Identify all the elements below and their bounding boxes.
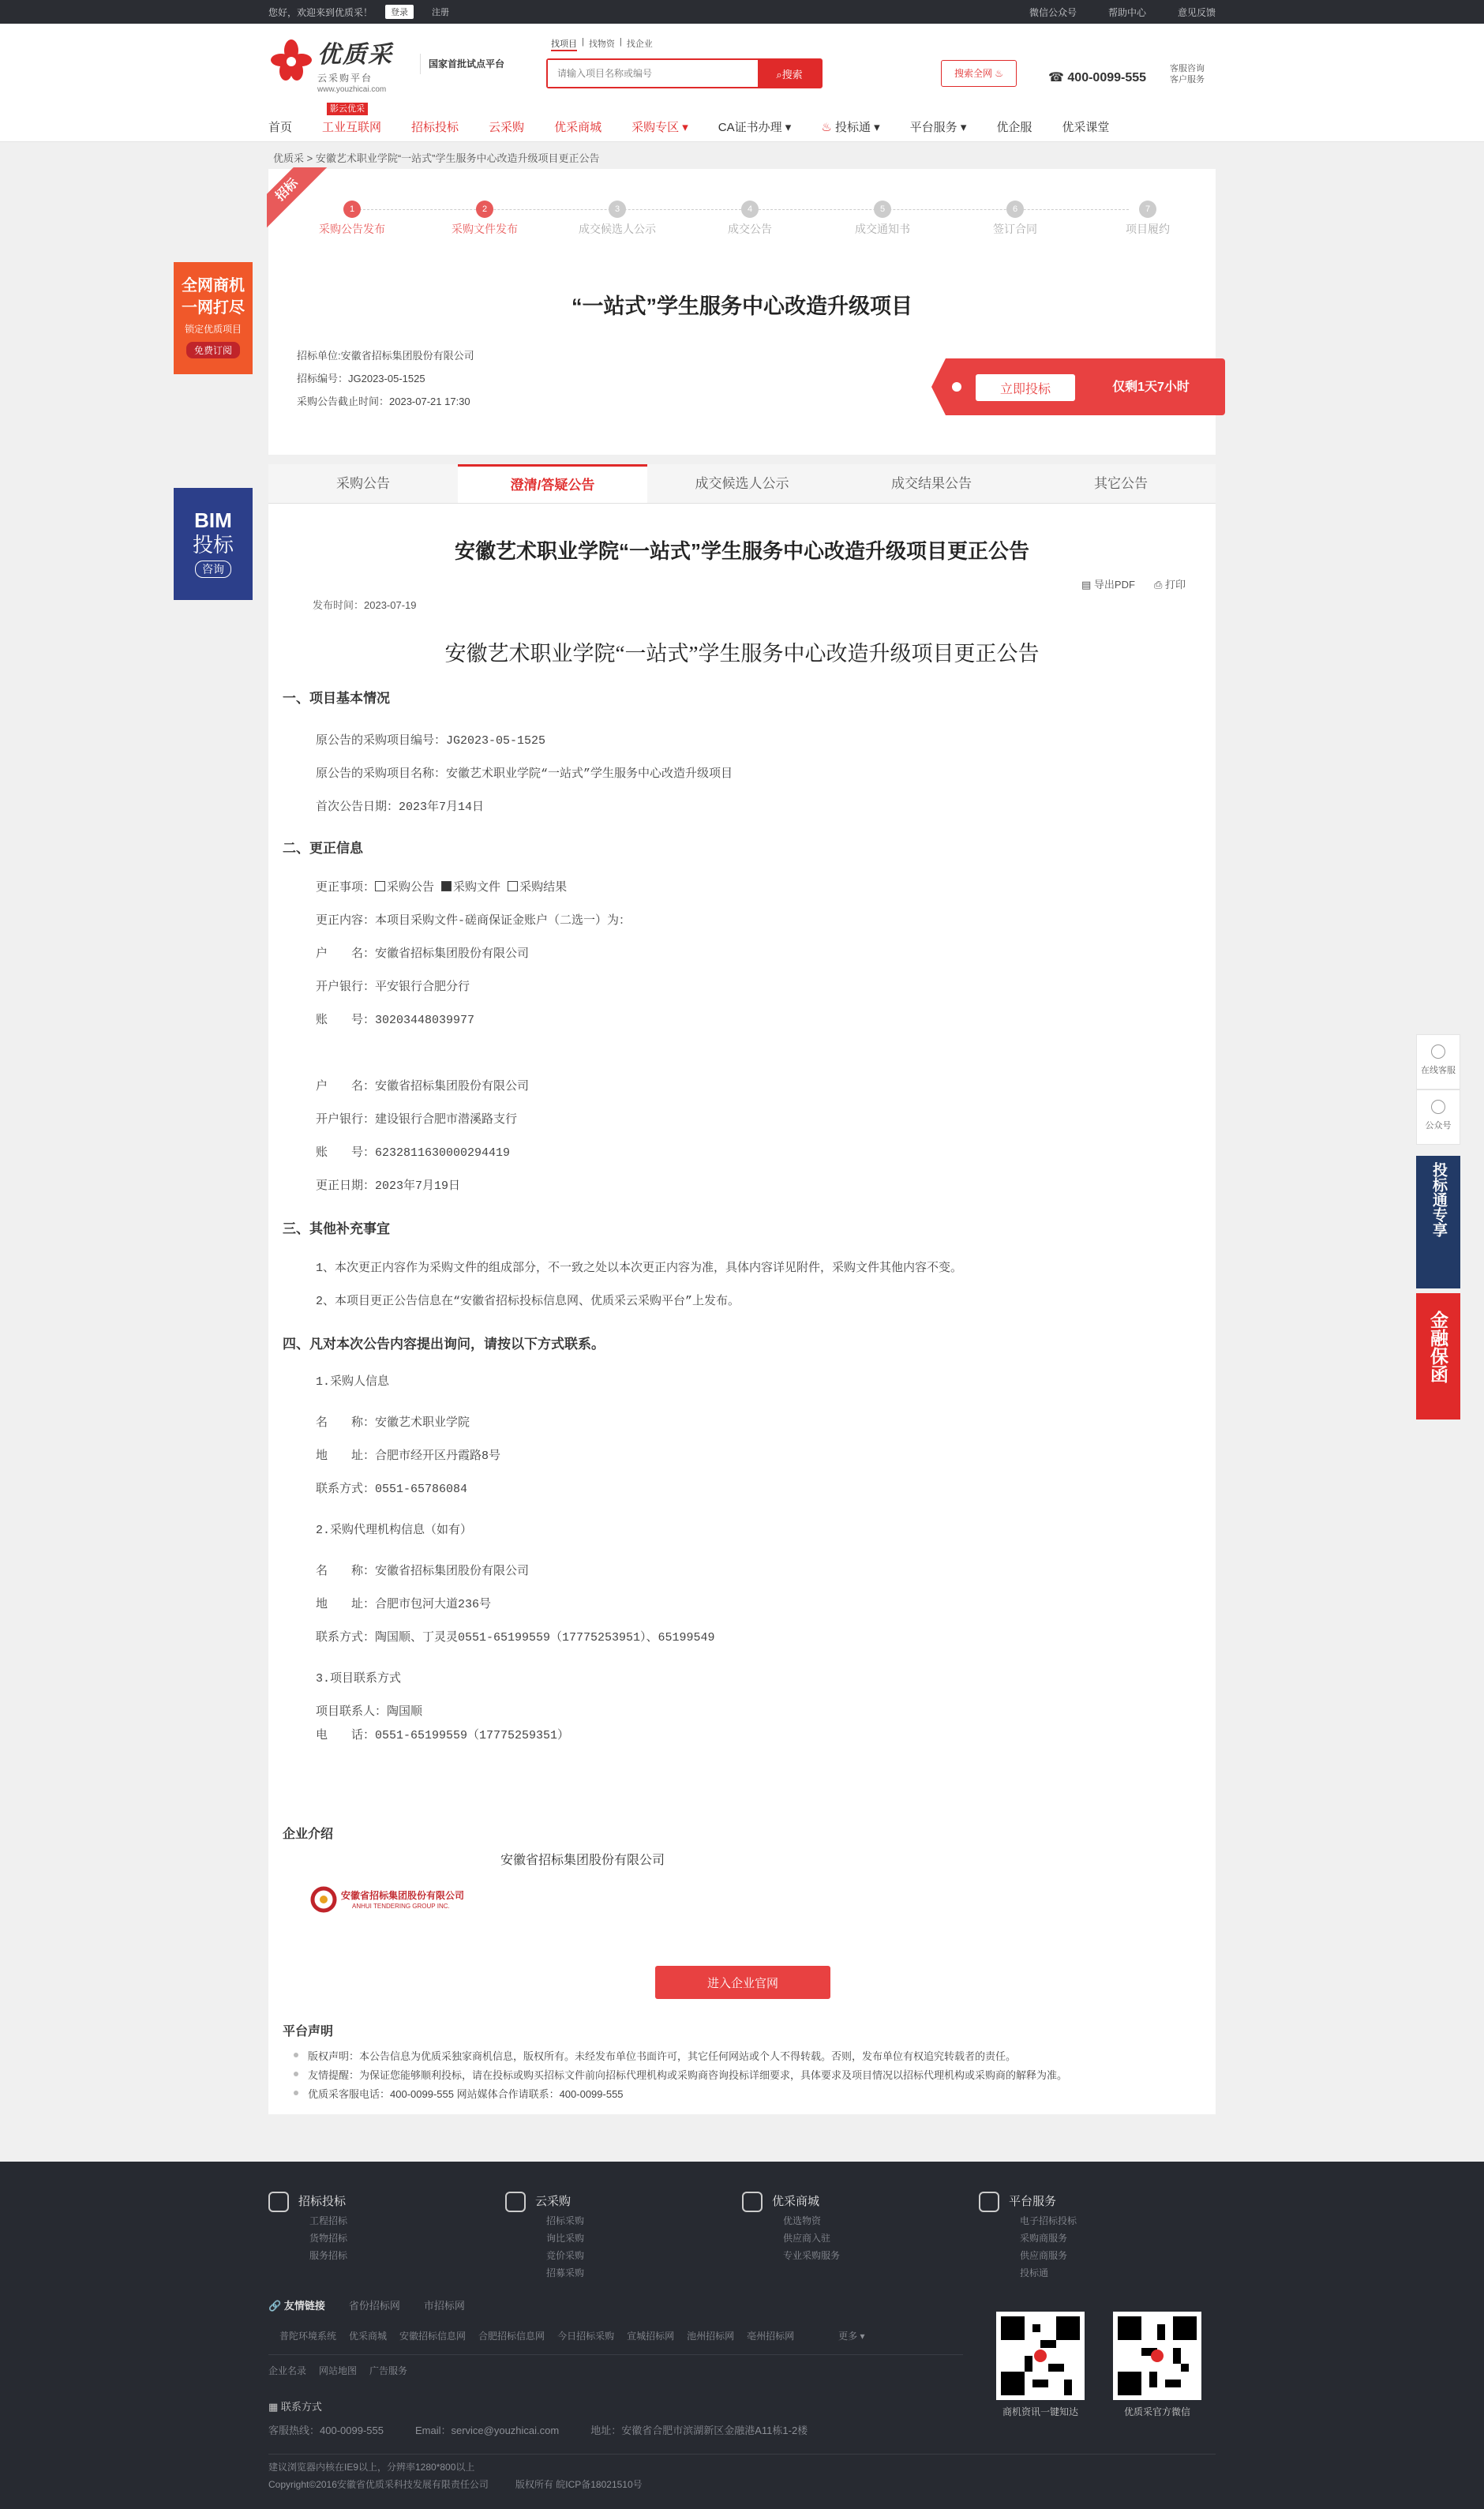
more-links[interactable]: 更多 ▾ — [838, 2331, 865, 2342]
wechat-account-button[interactable] — [1416, 1089, 1460, 1145]
friend-links — [279, 2329, 942, 2342]
ad-line: BIM — [194, 508, 232, 532]
footer-link[interactable]: 电子招标投标 — [1020, 2215, 1077, 2226]
option-label: 采购文件 — [453, 881, 501, 894]
step-label: 签订合同 — [993, 223, 1037, 235]
section-heading: 四、凡对本次公告内容提出询问，请按以下方式联系。 — [283, 1337, 605, 1352]
bidding-icon — [268, 2192, 289, 2212]
nav-cloud-label: 云采购 — [489, 121, 525, 134]
section-heading: 一、项目基本情况 — [283, 691, 390, 706]
step-number: 3 — [609, 201, 626, 218]
bid-pass-label: 投标通专享 — [1430, 1162, 1447, 1237]
wechat-icon — [1431, 1100, 1445, 1114]
nav-ca-label: CA证书办理 ▾ — [718, 121, 792, 134]
grid-icon — [979, 2192, 999, 2212]
step-label: 成交候选人公示 — [579, 223, 656, 235]
qr-code-icon — [1001, 2316, 1080, 2395]
building-icon: ▦ — [268, 2401, 279, 2413]
friend-links-label: 友情链接 — [283, 2300, 325, 2312]
project-tenderer: 招标单位:安徽省招标集团股份有限公司 — [297, 350, 474, 362]
footer-col-title: 平台服务 — [1009, 2195, 1057, 2208]
contact-email[interactable]: Email：service@youzhicai.com — [414, 2425, 560, 2436]
project-info — [297, 344, 474, 413]
fire-icon: ♨ — [995, 68, 1004, 79]
main-nav — [268, 104, 1139, 142]
footer-misc-links — [268, 2364, 407, 2377]
content-line: 1.采购人信息 — [316, 1375, 390, 1389]
footer-divider — [268, 2354, 963, 2355]
tab-purchase-notice[interactable]: 采购公告 — [336, 476, 390, 491]
footer-link[interactable]: 工程招标 — [309, 2215, 348, 2226]
content-line: 地 址：合肥市包河大道236号 — [316, 1598, 492, 1611]
friend-link[interactable]: 今日招标采购 — [557, 2331, 615, 2342]
bid-cta — [931, 358, 1225, 415]
register-link[interactable]: 注册 — [432, 8, 450, 17]
project-deadline: 采购公告截止时间：2023-07-21 17:30 — [297, 396, 470, 407]
footer-link[interactable]: 货物招标 — [309, 2233, 348, 2244]
time-remaining: 仅剩1天7小时 — [1112, 381, 1190, 394]
ad-line: 一网打尽 — [182, 299, 245, 317]
export-pdf-button[interactable] — [1081, 576, 1135, 591]
search-input[interactable] — [548, 60, 758, 87]
content-line: 开户银行：建设银行合肥市潜溪路支行 — [316, 1113, 518, 1127]
step-4 — [695, 201, 805, 237]
ad-line: 全网商机 — [182, 277, 245, 294]
nav-classroom-label: 优采课堂 — [1062, 121, 1110, 134]
contact-line — [268, 2422, 808, 2437]
qr-code-1 — [996, 2312, 1085, 2400]
ad-line: 锁定优质项目 — [184, 324, 242, 335]
search-button-label: 搜索 — [781, 68, 803, 81]
link-icon: 🔗 — [268, 2300, 282, 2312]
section-heading: 三、其他补充事宜 — [283, 1221, 390, 1236]
step-3 — [562, 201, 673, 237]
nav-classroom[interactable] — [1062, 114, 1109, 142]
nav-bidding-label: 招标投标 — [411, 121, 459, 134]
step-6 — [960, 201, 1070, 237]
logo-url: www.youzhicai.com — [317, 85, 387, 94]
bim-ad[interactable] — [174, 488, 253, 600]
qr-label-2: 优质采官方微信 — [1123, 2406, 1190, 2417]
welcome-text: 您好，欢迎来到优质采！ — [268, 6, 373, 18]
content-line: 更正内容：本项目采购文件-磋商保证金账户（二选一）为： — [316, 914, 631, 928]
step-7 — [1092, 201, 1203, 237]
hotline — [1048, 69, 1146, 85]
wechat-account-label: 公众号 — [1425, 1121, 1452, 1131]
nav-enterprise-label: 优企服 — [996, 121, 1032, 134]
content-line: 名 称：安徽艺术职业学院 — [316, 1416, 470, 1430]
declaration-heading: 平台声明 — [283, 2025, 334, 2038]
search-type-project[interactable]: 找项目 — [551, 37, 577, 51]
content-line: 2.采购代理机构信息（如有） — [316, 1524, 473, 1537]
top-bar — [0, 0, 1484, 24]
footer-col-platform — [979, 2192, 1168, 2282]
content-line: 地 址：合肥市经开区丹霞路8号 — [316, 1450, 501, 1463]
browser-tip: 建议浏览器内核在IE9以上，分辨率1280*800以上 — [268, 2462, 475, 2473]
nav-industrial-internet[interactable] — [322, 104, 382, 142]
step-1 — [297, 201, 407, 237]
content-line: 联系方式：0551-65786084 — [316, 1483, 468, 1496]
finance-guarantee-ad[interactable] — [1416, 1293, 1460, 1420]
step-number: 6 — [1006, 201, 1024, 218]
right-sidebar — [1416, 1034, 1460, 1145]
tab-province-links[interactable]: 省份招标网 — [348, 2300, 400, 2312]
footer-link[interactable]: 招标采购 — [546, 2215, 585, 2226]
tab-city-links[interactable]: 市招标网 — [423, 2300, 465, 2312]
footer-col-title: 招标投标 — [298, 2195, 347, 2208]
pdf-icon: ▤ — [1081, 579, 1092, 591]
enterprise-heading: 企业介绍 — [283, 1828, 334, 1841]
nav-tag-badge: 影云优采 — [327, 103, 368, 115]
nav-zone[interactable] — [631, 114, 688, 142]
hotline-number: 400-0099-555 — [1067, 71, 1147, 84]
correction-items — [316, 878, 567, 894]
declaration-item: 友情提醒：为保证您能够顺利投标，请在投标或购买招标文件前向招标代理机构或采购商咨询投标详细要求，具体要求及项目情况以招标代理机构或采购商的解释为准。 — [308, 2067, 1067, 2082]
nav-home[interactable] — [268, 114, 292, 142]
document-title: 安徽艺术职业学院“一站式”学生服务中心改造升级项目更正公告 — [444, 642, 1040, 666]
article-title: 安徽艺术职业学院“一站式”学生服务中心改造升级项目更正公告 — [454, 539, 1029, 563]
tab-candidates[interactable]: 成交候选人公示 — [695, 476, 789, 491]
advisory-links — [1170, 63, 1205, 85]
nav-enterprise-service[interactable] — [996, 114, 1032, 142]
slogan: 国家首批试点平台 — [420, 54, 538, 74]
print-icon: ⎙ — [1153, 579, 1163, 591]
friend-link[interactable]: 合肥招标信息网 — [478, 2331, 545, 2342]
enterprise-logo-text: 安徽省招标集团股份有限公司 — [341, 1890, 465, 1901]
fire-icon: ♨ — [821, 121, 832, 134]
ad-consult-button[interactable]: 咨询 — [195, 561, 231, 578]
site-header — [0, 24, 1484, 142]
checkbox-filled-icon — [441, 881, 452, 891]
qr-label-1: 商机资讯一键知达 — [1002, 2406, 1078, 2417]
step-number: 4 — [741, 201, 759, 218]
content-line: 首次公告日期：2023年7月14日 — [316, 801, 485, 814]
search-all-button[interactable] — [941, 60, 1017, 87]
content-line: 更正日期：2023年7月19日 — [316, 1179, 461, 1193]
customer-service-link[interactable]: 客户服务 — [1170, 75, 1205, 84]
content-line: 3.项目联系方式 — [316, 1672, 402, 1686]
project-title: “一站式”学生服务中心改造升级项目 — [571, 294, 913, 318]
nav-platform-service[interactable] — [910, 114, 967, 142]
footer-divider — [268, 2454, 1216, 2455]
project-number: 招标编号：JG2023-05-1525 — [297, 373, 425, 384]
search-type-material[interactable]: 找物资 — [588, 39, 615, 49]
article — [268, 504, 1216, 2114]
friend-link[interactable]: 宣城招标网 — [627, 2331, 675, 2342]
nav-bidpass-label: 投标通 ▾ — [834, 121, 880, 134]
nav-bidding[interactable] — [411, 114, 459, 142]
friend-link[interactable]: 优采商城 — [349, 2331, 388, 2342]
icp-license[interactable]: 版权所有 皖ICP备18021510号 — [515, 2479, 643, 2490]
search-type-company[interactable]: 找企业 — [626, 39, 653, 49]
footer-col-cloud — [505, 2192, 695, 2282]
friend-link[interactable]: 安徽招标信息网 — [399, 2331, 467, 2342]
content-line: 2、本项目更正公告信息在“安徽省招标投标信息网、优质采云采购平台”上发布。 — [316, 1295, 740, 1308]
enterprise-site-button[interactable]: 进入企业官网 — [655, 1966, 830, 1999]
friend-link-tabs — [268, 2297, 465, 2312]
friend-link[interactable]: 亳州招标网 — [747, 2331, 795, 2342]
logo-flower-icon[interactable] — [268, 35, 314, 90]
logo[interactable] — [317, 35, 412, 94]
footer-link[interactable]: 优选物资 — [783, 2215, 822, 2226]
sitemap-link[interactable]: 网站地图 — [319, 2365, 358, 2376]
bid-pass-ad[interactable] — [1416, 1156, 1460, 1288]
wechat-link[interactable]: 微信公众号 — [1029, 6, 1077, 18]
friend-link[interactable]: 普陀环境系统 — [279, 2331, 337, 2342]
search-type-tabs: 找项目 | 找物资 | 找企业 — [551, 37, 653, 51]
step-number: 1 — [343, 201, 361, 218]
shop-icon — [742, 2192, 763, 2212]
footer-col-bidding — [268, 2192, 458, 2264]
content-line: 1、本次更正内容作为采购文件的组成部分，不一致之处以本次更正内容为准，具体内容详见附件，采购文件其他内容不变。 — [316, 1262, 963, 1275]
content-line: 户 名：安徽省招标集团股份有限公司 — [316, 1080, 530, 1093]
footer-link[interactable]: 服务招标 — [309, 2250, 348, 2261]
copyright-line — [268, 2477, 643, 2491]
declaration-item: 优质采客服电话：400-0099-555 网站媒体合作请联系：400-0099-555 — [308, 2086, 624, 2101]
checkbox-empty-icon — [375, 881, 385, 891]
content-line: 名 称：安徽省招标集团股份有限公司 — [316, 1565, 530, 1578]
step-label: 采购公告发布 — [319, 223, 385, 235]
section-heading: 二、更正信息 — [283, 841, 363, 856]
breadcrumb[interactable]: 优质采 > 安徽艺术职业学院“一站式”学生服务中心改造升级项目更正公告 — [273, 152, 600, 164]
nav-home-label: 首页 — [268, 121, 293, 134]
bid-now-button[interactable]: 立即投标 — [976, 374, 1075, 401]
tab-friend-links[interactable] — [268, 2297, 325, 2312]
footer — [0, 2162, 1484, 2509]
article-tools — [1081, 576, 1186, 591]
friend-link[interactable]: 池州招标网 — [687, 2331, 735, 2342]
cta-dot — [952, 382, 961, 392]
footer-link[interactable]: 询比采购 — [546, 2233, 585, 2244]
declaration-item: 版权声明：本公告信息为优质采独家商机信息，版权所有。未经发布单位书面许可，其它任何网站或个人不得转载。否则，发布单位有权追究转载者的责任。 — [308, 2048, 1016, 2063]
publish-time: 发布时间：2023-07-19 — [313, 599, 417, 611]
contact-heading-label: 联系方式 — [280, 2401, 322, 2413]
option-label: 采购结果 — [519, 881, 568, 894]
nav-ca-cert[interactable] — [718, 114, 792, 142]
nav-mall-label: 优采商城 — [554, 121, 602, 134]
project-card — [268, 169, 1216, 455]
feedback-link[interactable]: 意见反馈 — [1177, 6, 1216, 18]
contact-heading — [268, 2398, 322, 2413]
qr-code-icon — [1118, 2316, 1197, 2395]
step-label: 项目履约 — [1126, 223, 1170, 235]
search-all-label: 搜索全网 — [954, 68, 992, 79]
step-number: 7 — [1139, 201, 1156, 218]
content-line: 原公告的采购项目编号：JG2023-05-1525 — [316, 734, 546, 748]
footer-link[interactable]: 招募采购 — [546, 2267, 585, 2278]
footer-col-mall — [742, 2192, 931, 2264]
footer-link[interactable]: 专业采购服务 — [783, 2250, 841, 2261]
headset-icon — [1431, 1044, 1445, 1059]
step-label: 采购文件发布 — [452, 223, 518, 235]
footer-link[interactable]: 供应商服务 — [1020, 2250, 1068, 2261]
step-label: 成交通知书 — [855, 223, 910, 235]
notice-tabs — [268, 464, 1216, 504]
nav-cloud-purchase[interactable] — [489, 114, 524, 142]
copyright: Copyright©2016安徽省优质采科技发展有限责任公司 — [268, 2479, 489, 2490]
tab-other[interactable]: 其它公告 — [1094, 476, 1148, 491]
help-link[interactable]: 帮助中心 — [1107, 6, 1146, 18]
ad-subscribe-button[interactable]: 免费订阅 — [186, 342, 240, 358]
logo-name: 优质采 — [317, 42, 393, 68]
progress-steps — [268, 201, 1216, 248]
enterprise-logo-en: ANHUI TENDERING GROUP INC. — [352, 1903, 450, 1910]
footer-link[interactable]: 供应商入驻 — [783, 2233, 831, 2244]
tab-results[interactable]: 成交结果公告 — [891, 476, 972, 491]
footer-col-title: 优采商城 — [772, 2195, 820, 2208]
contact-address: 地址：安徽省合肥市滨湖新区金融港A11栋1-2楼 — [590, 2425, 808, 2436]
search-icon: ⌕ — [776, 68, 782, 81]
footer-link[interactable]: 投标通 — [1020, 2267, 1049, 2278]
nav-platform-label: 平台服务 ▾ — [909, 121, 967, 134]
footer-link[interactable]: 采购商服务 — [1020, 2233, 1068, 2244]
nav-bid-pass[interactable] — [821, 114, 879, 142]
consult-link[interactable]: 客服咨询 — [1170, 64, 1205, 73]
directory-link[interactable]: 企业名录 — [268, 2365, 307, 2376]
content-line: 项目联系人：陶国顺 — [316, 1705, 423, 1719]
print-label: 打印 — [1164, 579, 1186, 591]
content-line: 账 号：6232811630000294419 — [316, 1146, 511, 1160]
finance-label: 金融保函 — [1428, 1311, 1448, 1383]
step-number: 5 — [874, 201, 891, 218]
nav-mall[interactable] — [554, 114, 601, 142]
search-button[interactable] — [758, 60, 821, 87]
enterprise-name: 安徽省招标集团股份有限公司 — [500, 1854, 665, 1867]
enterprise-logo — [306, 1876, 477, 1923]
contact-phone: 客服热线：400-0099-555 — [268, 2425, 384, 2436]
content-line: 账 号：30203448039977 — [316, 1014, 475, 1027]
step-label: 成交公告 — [728, 223, 772, 235]
search-box — [546, 58, 823, 88]
corner-label: 招标 — [267, 167, 329, 231]
option-label: 采购公告 — [387, 881, 435, 894]
content-line: 联系方式：陶国顺、丁灵灵0551-65199559（17775253951）、65199549 — [316, 1631, 715, 1645]
login-link[interactable]: 登录 — [385, 5, 414, 19]
online-service-button[interactable] — [1416, 1034, 1460, 1089]
content-line: 原公告的采购项目名称：安徽艺术职业学院“一站式”学生服务中心改造升级项目 — [316, 767, 733, 781]
checkbox-empty-icon — [508, 881, 518, 891]
footer-link[interactable]: 竞价采购 — [546, 2250, 585, 2261]
content-line: 开户银行：平安银行合肥分行 — [316, 981, 470, 994]
online-service-label: 在线客服 — [1421, 1066, 1456, 1075]
ad-line: 投标 — [192, 533, 234, 557]
content-line: 户 名：安徽省招标集团股份有限公司 — [316, 947, 530, 961]
step-number: 2 — [476, 201, 493, 218]
step-2 — [429, 201, 540, 237]
nav-industrial-label: 工业互联网 — [322, 121, 382, 134]
correction-prefix: 更正事项： — [316, 881, 376, 894]
footer-col-title: 云采购 — [535, 2195, 571, 2208]
print-button[interactable] — [1154, 576, 1186, 591]
step-5 — [827, 201, 938, 237]
subscribe-ad[interactable] — [174, 262, 253, 374]
content-line: 电 话：0551-65199559（17775259351） — [316, 1729, 570, 1742]
tab-clarification[interactable]: 澄清/答疑公告 — [458, 464, 647, 503]
export-pdf-label: 导出PDF — [1093, 579, 1135, 591]
phone-icon: ☎ — [1048, 71, 1064, 84]
nav-zone-label: 采购专区 ▾ — [631, 121, 688, 134]
logo-subtitle: 云采购平台 — [317, 73, 373, 84]
cart-icon — [505, 2192, 526, 2212]
qr-code-2 — [1113, 2312, 1201, 2400]
ad-service-link[interactable]: 广告服务 — [369, 2365, 408, 2376]
